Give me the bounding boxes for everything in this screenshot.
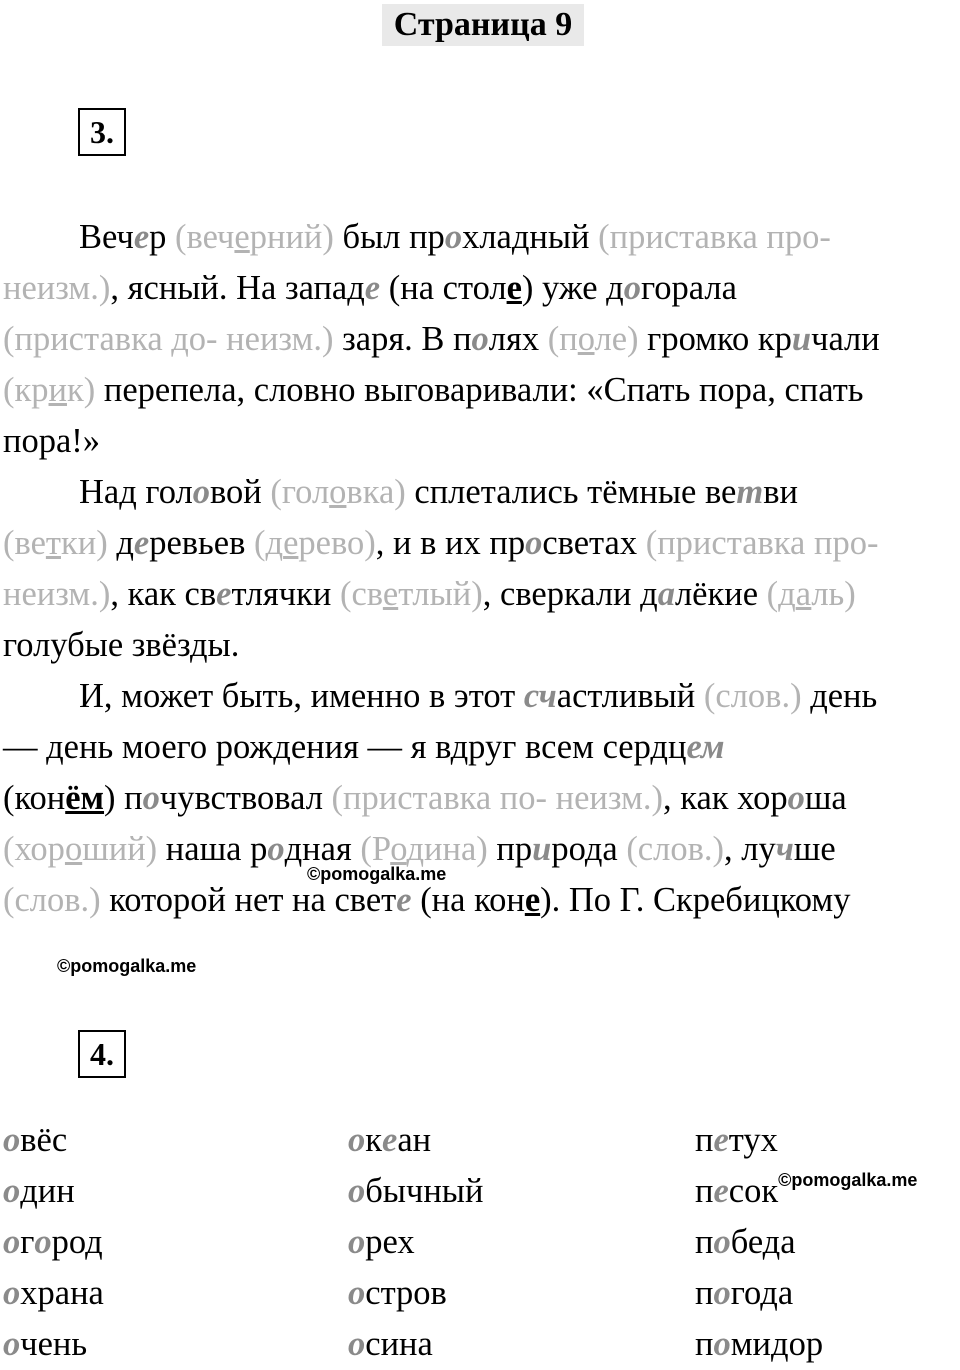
vowel-mark: о <box>713 1325 731 1363</box>
task-3-text <box>3 212 955 926</box>
page-title: Страница 9 <box>382 4 584 46</box>
text-run: тлячки <box>231 575 340 613</box>
vowel-mark: ем <box>686 728 725 766</box>
vowel-mark: и <box>791 320 812 358</box>
text-run: , как св <box>110 575 217 613</box>
text-run: лях <box>488 320 548 358</box>
hint-text: (слов.) <box>3 881 101 919</box>
watermark: ©pomogalka.me <box>307 864 447 884</box>
hint-text: (приставка про- <box>645 524 879 562</box>
text-run: п <box>695 1121 714 1159</box>
word-item <box>3 1319 104 1370</box>
text-run: ). По Г. Скребицкому <box>540 881 851 919</box>
word-item <box>695 1166 917 1217</box>
vowel-mark: т <box>736 473 764 511</box>
text-run: вой <box>209 473 271 511</box>
text-line <box>3 365 955 416</box>
text-line <box>3 518 955 569</box>
text-line <box>3 875 955 926</box>
text-run: светах <box>542 524 646 562</box>
vowel-mark: е <box>216 575 232 613</box>
hint-vowel: е <box>234 218 250 256</box>
text-run: , и в их пр <box>375 524 526 562</box>
vowel-mark: е <box>364 269 381 307</box>
text-run: чень <box>20 1325 88 1363</box>
text-run: п <box>695 1325 714 1363</box>
vowel-mark: е <box>713 1172 729 1210</box>
hint-text: к) <box>66 371 96 409</box>
hint-text: (кр <box>3 371 49 409</box>
text-run: стров <box>365 1274 447 1312</box>
text-run: п <box>695 1274 714 1312</box>
text-line <box>3 773 955 824</box>
text-run: (на стол <box>380 269 507 307</box>
text-line <box>3 569 955 620</box>
word-item <box>695 1319 917 1370</box>
word-item <box>348 1217 483 1268</box>
vowel-mark: о <box>713 1274 731 1312</box>
text-run: мидор <box>730 1325 824 1363</box>
vowel-mark: о <box>3 1223 21 1261</box>
vowel-mark: о <box>3 1274 21 1312</box>
hint-text: (д <box>766 575 796 613</box>
vowel-mark: о <box>3 1172 21 1210</box>
text-run: род <box>51 1223 103 1261</box>
text-run: вёс <box>20 1121 68 1159</box>
vowel-mark: ч <box>775 830 794 868</box>
hint-text: (слов.) <box>626 830 724 868</box>
vowel-mark: о <box>34 1223 52 1261</box>
text-run: пора!» <box>3 422 101 460</box>
word-item <box>695 1268 917 1319</box>
text-run: , как хор <box>662 779 788 817</box>
text-run: храна <box>20 1274 104 1312</box>
text-line <box>3 467 955 518</box>
hint-text: ле) <box>594 320 639 358</box>
word-item <box>3 1268 104 1319</box>
text-run: Над гол <box>79 473 193 511</box>
text-run: дная <box>284 830 361 868</box>
text-run: рода <box>551 830 627 868</box>
vowel-mark: е <box>713 1121 729 1159</box>
hint-text: ки) <box>60 524 108 562</box>
text-run: п <box>695 1223 714 1261</box>
vowel-mark: о <box>348 1121 366 1159</box>
vowel-mark: е <box>396 881 412 919</box>
hint-text: ль) <box>811 575 856 613</box>
word-item <box>348 1268 483 1319</box>
watermark: ©pomogalka.me <box>57 956 197 976</box>
hint-vowel: о <box>390 830 407 868</box>
vowel-mark: е <box>382 1121 398 1159</box>
word-item <box>3 1166 104 1217</box>
text-line <box>3 212 955 263</box>
text-run: пр <box>487 830 533 868</box>
vowel-mark: о <box>3 1121 21 1159</box>
text-run: ви <box>763 473 798 511</box>
text-line <box>3 722 955 773</box>
text-line <box>3 416 955 467</box>
text-run: сок <box>728 1172 779 1210</box>
text-line <box>3 671 955 722</box>
text-run: хладный <box>462 218 599 256</box>
text-line <box>3 314 955 365</box>
hint-vowel: а <box>795 575 812 613</box>
text-run: заря. В п <box>333 320 472 358</box>
vowel-mark: о <box>623 269 641 307</box>
hint-text: рний) <box>249 218 334 256</box>
text-run: — день моего рождения — я вдруг всем сердц <box>3 728 687 766</box>
stressed-ending: е <box>524 881 541 919</box>
vowel-mark: о <box>348 1274 366 1312</box>
vowel-mark: о <box>471 320 489 358</box>
hint-vowel: и <box>48 371 67 409</box>
text-run: наша р <box>157 830 268 868</box>
word-item <box>3 1217 104 1268</box>
hint-text: (п <box>547 320 578 358</box>
stressed-ending: е <box>506 269 522 307</box>
text-run: г <box>20 1223 35 1261</box>
vowel-mark: о <box>787 779 805 817</box>
word-column-3 <box>695 1115 917 1370</box>
text-run: ) уже д <box>521 269 624 307</box>
text-run: лёкие <box>674 575 767 613</box>
word-item <box>348 1115 483 1166</box>
hint-text: (д <box>254 524 284 562</box>
word-item <box>695 1115 917 1166</box>
text-run: ан <box>397 1121 432 1159</box>
text-run: бычный <box>365 1172 484 1210</box>
hint-text: рево) <box>298 524 376 562</box>
text-run: года <box>730 1274 794 1312</box>
text-run: беда <box>730 1223 796 1261</box>
text-run: ) п <box>104 779 143 817</box>
text-run: был пр <box>333 218 445 256</box>
hint-vowel: о <box>64 830 83 868</box>
vowel-mark: о <box>348 1325 366 1363</box>
vowel-mark: о <box>348 1172 366 1210</box>
hint-text: (гол <box>270 473 330 511</box>
hint-text: неизм.) <box>3 269 111 307</box>
vowel-mark: о <box>713 1223 731 1261</box>
task-4-number: 4. <box>78 1030 126 1078</box>
text-run: сплетались тёмные ве <box>405 473 737 511</box>
vowel-mark: о <box>142 779 160 817</box>
text-run: п <box>695 1172 714 1210</box>
text-run: голубые звёзды. <box>3 626 240 664</box>
word-item <box>348 1166 483 1217</box>
hint-text: неизм.) <box>3 575 111 613</box>
text-run: тух <box>728 1121 778 1159</box>
text-run: которой нет на свет <box>100 881 397 919</box>
text-run: сина <box>365 1325 433 1363</box>
text-run: рех <box>365 1223 415 1261</box>
hint-text: (слов.) <box>703 677 802 715</box>
hint-vowel: е <box>283 524 299 562</box>
text-run: ше <box>793 830 836 868</box>
hint-vowel: о <box>577 320 595 358</box>
vowel-mark: е <box>133 524 150 562</box>
text-run: ша <box>804 779 847 817</box>
text-run: астливый <box>556 677 704 715</box>
text-run: , лу <box>723 830 776 868</box>
stressed-ending: ём <box>65 779 105 817</box>
text-run: д <box>107 524 134 562</box>
hint-text: (приставка до- неизм.) <box>3 320 334 358</box>
text-run: (кон <box>3 779 66 817</box>
watermark: ©pomogalka.me <box>778 1170 918 1190</box>
text-run: , сверкали д <box>482 575 658 613</box>
hint-text: (приставка про- <box>598 218 831 256</box>
text-run: , ясный. На запад <box>110 269 365 307</box>
vowel-mark: о <box>348 1223 366 1261</box>
word-item <box>3 1115 104 1166</box>
task-3-number: 3. <box>78 108 126 156</box>
vowel-mark: о <box>267 830 285 868</box>
hint-vowel: о <box>329 473 347 511</box>
vowel-mark: о <box>525 524 543 562</box>
text-run: к <box>365 1121 383 1159</box>
text-run: чали <box>811 320 880 358</box>
text-line <box>3 824 955 875</box>
vowel-mark: а <box>657 575 675 613</box>
text-run: Веч <box>79 218 134 256</box>
text-line <box>3 620 955 671</box>
text-run: ревьев <box>149 524 255 562</box>
hint-text: дина) <box>406 830 488 868</box>
hint-text: (хор <box>3 830 65 868</box>
hint-text: (веч <box>175 218 235 256</box>
hint-text: ший) <box>82 830 158 868</box>
vowel-mark: о <box>444 218 463 256</box>
vowel-mark: е <box>133 218 150 256</box>
word-item <box>695 1217 917 1268</box>
vowel-mark: и <box>532 830 552 868</box>
hint-vowel: т <box>45 524 61 562</box>
text-run: р <box>149 218 176 256</box>
hint-text: (св <box>339 575 383 613</box>
word-column-1 <box>3 1115 104 1370</box>
hint-text: тлый) <box>398 575 483 613</box>
text-run: чувствовал <box>159 779 332 817</box>
text-line <box>3 263 955 314</box>
hint-text: (ве <box>3 524 46 562</box>
text-run: И, может быть, именно в этот <box>79 677 524 715</box>
text-run: (на кон <box>411 881 525 919</box>
text-run: дин <box>20 1172 75 1210</box>
vowel-mark: сч <box>523 677 557 715</box>
text-run: перепела, словно выговаривали: «Спать пора, спать <box>95 371 864 409</box>
hint-text: (приставка по- неизм.) <box>331 779 663 817</box>
hint-text: (Р <box>360 830 391 868</box>
word-column-2 <box>348 1115 483 1370</box>
word-item <box>348 1319 483 1370</box>
text-run: горала <box>640 269 737 307</box>
vowel-mark: о <box>3 1325 21 1363</box>
vowel-mark: о <box>192 473 210 511</box>
hint-text: вка) <box>346 473 406 511</box>
text-run: день <box>801 677 878 715</box>
text-run: громко кр <box>638 320 792 358</box>
hint-vowel: е <box>382 575 399 613</box>
